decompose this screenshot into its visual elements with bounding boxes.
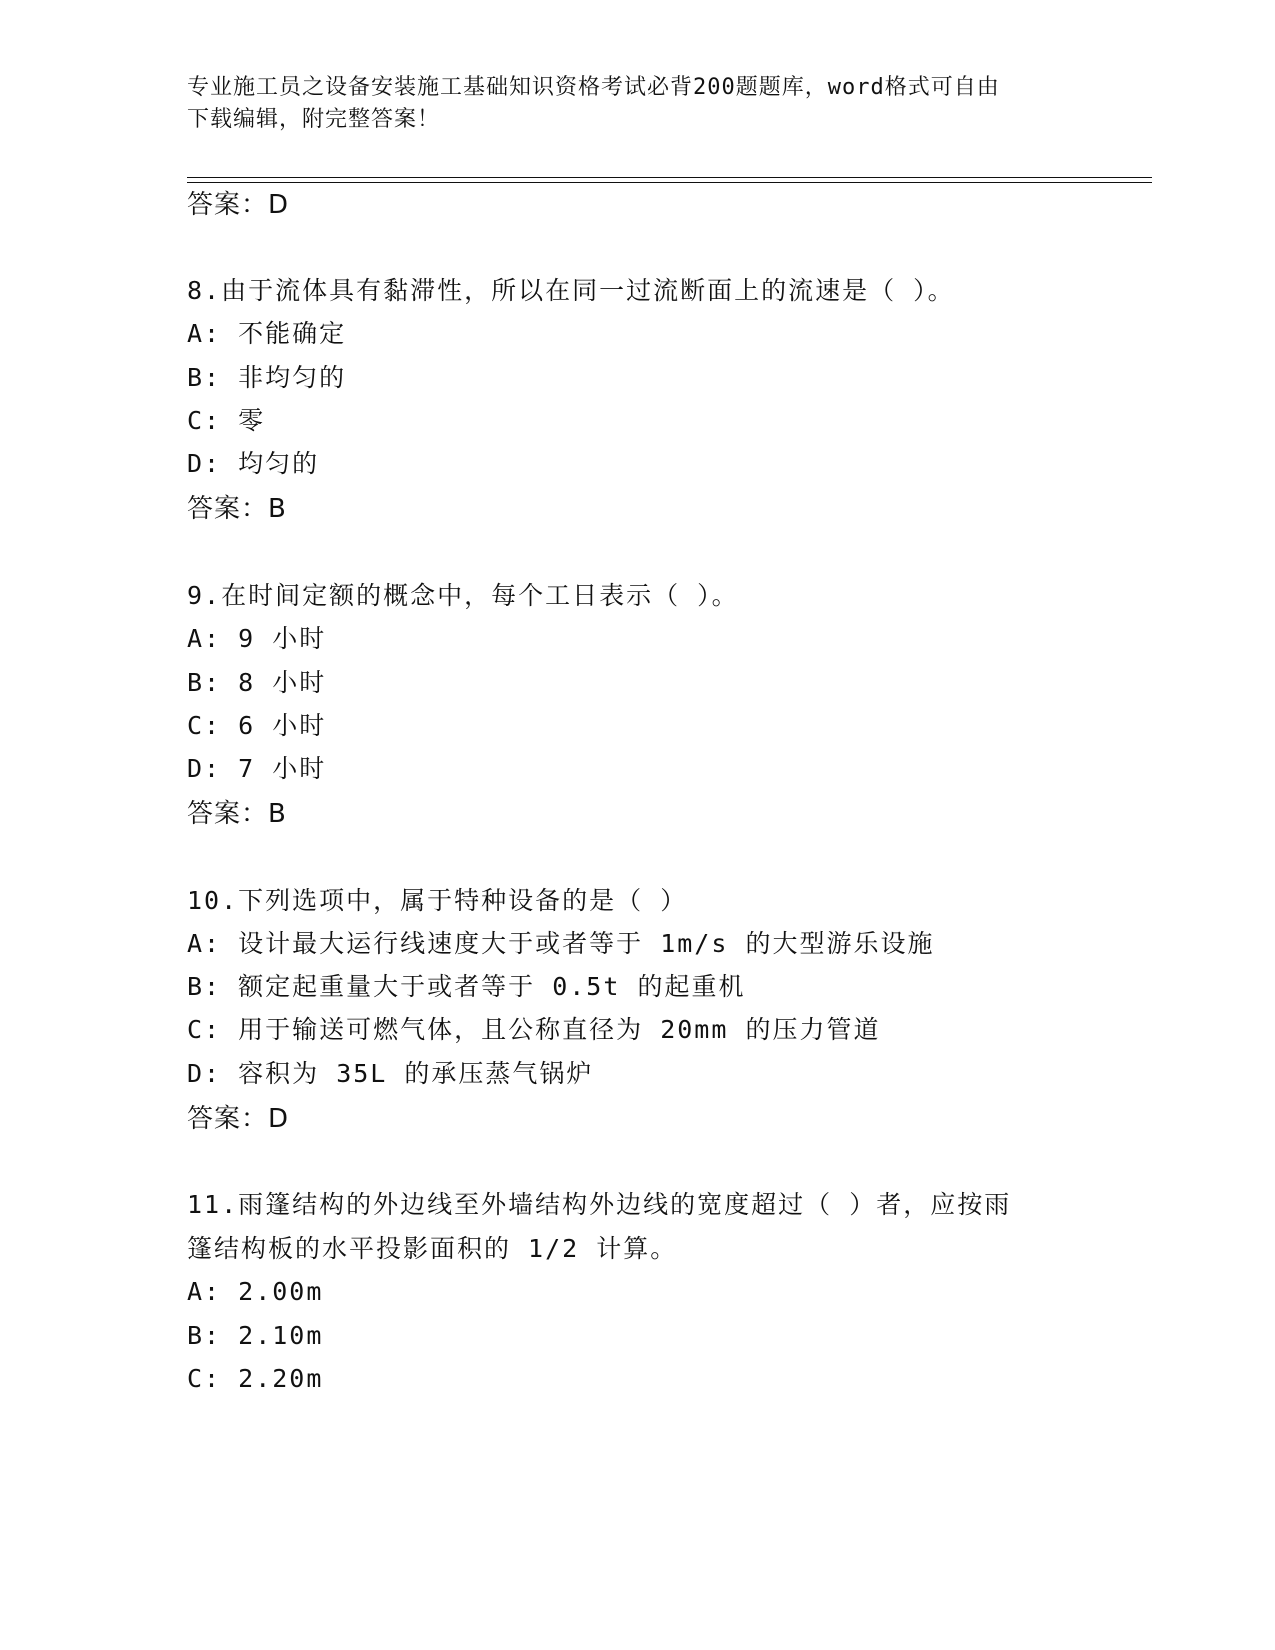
question-9-answer: 答案：B	[187, 799, 287, 829]
question-10-answer: 答案：D	[187, 1104, 290, 1134]
question-11-stem-line-2: 篷结构板的水平投影面积的 1/2 计算。	[187, 1234, 678, 1263]
question-11-stem-line-1: 11.雨篷结构的外边线至外墙结构外边线的宽度超过（ ）者，应按雨	[187, 1190, 1012, 1219]
question-11-option-c: C: 2.20m	[187, 1364, 324, 1393]
question-8-option-b: B: 非均匀的	[187, 363, 347, 392]
header-line-2: 下载编辑，附完整答案！	[187, 107, 441, 132]
question-10-option-a: A: 设计最大运行线速度大于或者等于 1m/s 的大型游乐设施	[187, 929, 935, 958]
answer-line: 答案：D	[187, 190, 290, 220]
question-9-option-c: C: 6 小时	[187, 711, 327, 740]
question-10-option-b: B: 额定起重量大于或者等于 0.5t 的起重机	[187, 972, 746, 1001]
question-11-option-a: A: 2.00m	[187, 1277, 324, 1306]
question-9-stem: 9.在时间定额的概念中，每个工日表示（ ）。	[187, 581, 739, 610]
header-divider-bottom	[187, 182, 1152, 183]
question-10-option-d: D: 容积为 35L 的承压蒸气锅炉	[187, 1059, 594, 1088]
question-11-option-b: B: 2.10m	[187, 1321, 324, 1350]
question-10-option-c: C: 用于输送可燃气体，且公称直径为 20mm 的压力管道	[187, 1015, 881, 1044]
question-8-stem: 8.由于流体具有黏滞性，所以在同一过流断面上的流速是（ ）。	[187, 276, 955, 305]
question-9-option-a: A: 9 小时	[187, 624, 327, 653]
header-divider-top	[187, 177, 1152, 178]
question-10-stem: 10.下列选项中，属于特种设备的是（ ）	[187, 886, 688, 915]
question-9-option-d: D: 7 小时	[187, 754, 327, 783]
document-header	[187, 72, 1087, 136]
question-9-option-b: B: 8 小时	[187, 668, 327, 697]
question-8-option-d: D: 均匀的	[187, 449, 320, 478]
header-line-1: 专业施工员之设备安装施工基础知识资格考试必背200题题库，word格式可自由	[187, 75, 1000, 100]
question-8-answer: 答案：B	[187, 494, 287, 524]
question-8-option-a: A: 不能确定	[187, 319, 347, 348]
question-8-option-c: C: 零	[187, 406, 266, 435]
